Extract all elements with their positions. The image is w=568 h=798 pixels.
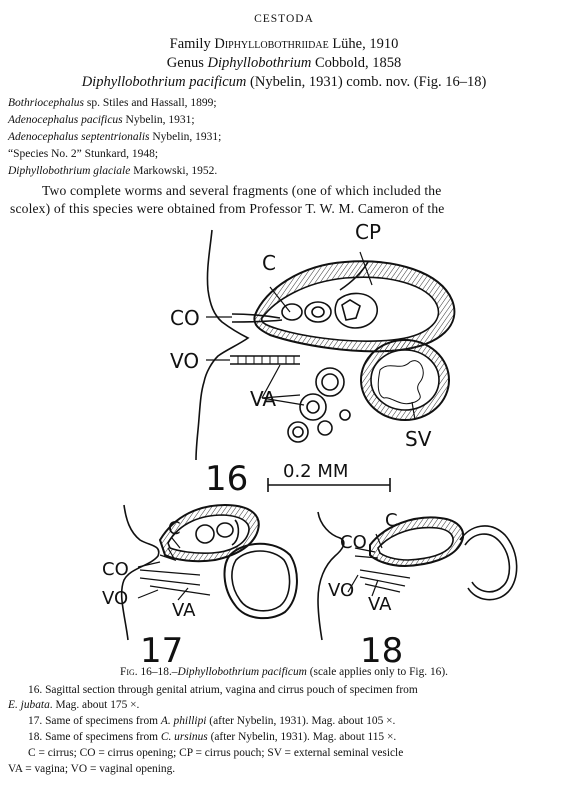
fig16-number: 16 — [205, 459, 249, 499]
family-line: Family Diphyllobothriidae Lühe, 1910 — [169, 36, 399, 52]
body-paragraph-line: Two complete worms and several fragments (one of which included the — [42, 183, 442, 198]
genus-line: Genus Diphyllobothrium Cobbold, 1858 — [166, 55, 402, 71]
caption-item-18: 18. Same of specimens from C. ursinus (after Nybelin, 1931). Mag. about 115 ×. — [28, 731, 397, 743]
synonym-line: Diphyllobothrium glaciale Markowski, 1952. — [8, 165, 218, 177]
label-vaginal-opening: VO — [170, 349, 200, 373]
synonym-line: “Species No. 2” Stunkard, 1948; — [8, 148, 159, 160]
caption-legend-line: VA = vagina; VO = vaginal opening. — [8, 763, 176, 775]
fig16-drawing — [196, 230, 454, 492]
label-seminal-vesicle: SV — [405, 427, 432, 451]
section-heading: CESTODA — [254, 13, 314, 25]
species-title: Diphyllobothrium pacificum (Nybelin, 1931) comb. nov. (Fig. 16–18) — [81, 74, 487, 90]
synonym-line: Adenocephalus pacificus Nybelin, 1931; — [8, 114, 195, 126]
label-cirrus-opening: CO — [170, 306, 200, 330]
scale-bar-label: 0.2 MM — [283, 461, 349, 482]
synonym-line: Bothriocephalus sp. Stiles and Hassall, 1899; — [8, 97, 217, 109]
caption-item-17: 17. Same of specimens from A. phillipi (after Nybelin, 1931). Mag. about 105 ×. — [28, 715, 396, 727]
fig17-label-cirrus: C — [168, 518, 181, 539]
fig17-number: 17 — [140, 631, 184, 671]
fig18-label-cirrus-opening: CO — [340, 532, 367, 553]
fig17-label-cirrus-opening: CO — [102, 559, 129, 580]
caption-item-16-continuation: E. jubata. Mag. about 175 ×. — [8, 699, 140, 711]
fig18-label-cirrus: C — [385, 510, 398, 531]
fig17-drawing — [122, 505, 297, 640]
fig18-number: 18 — [360, 631, 404, 671]
label-cirrus-pouch: CP — [355, 220, 382, 244]
fig18-label-vagina: VA — [368, 594, 392, 615]
body-paragraph-line: scolex) of this species were obtained from Professor T. W. M. Cameron of the — [10, 201, 445, 216]
label-vagina: VA — [250, 387, 277, 411]
fig17-label-vaginal-opening: VO — [102, 588, 129, 609]
fig17-label-vagina: VA — [172, 600, 196, 621]
caption-legend-line: C = cirrus; CO = cirrus opening; CP = cirrus pouch; SV = external seminal vesicle — [28, 747, 404, 759]
label-cirrus: C — [262, 251, 276, 275]
synonym-line: Adenocephalus septentrionalis Nybelin, 1931; — [8, 131, 222, 143]
figure-caption-title: Fig. 16–18.–Diphyllobothrium pacificum (scale applies only to Fig. 16). — [120, 666, 448, 678]
caption-item-16: 16. Sagittal section through genital atrium, vagina and cirrus pouch of specimen from — [28, 684, 418, 696]
fig18-label-vaginal-opening: VO — [328, 580, 355, 601]
